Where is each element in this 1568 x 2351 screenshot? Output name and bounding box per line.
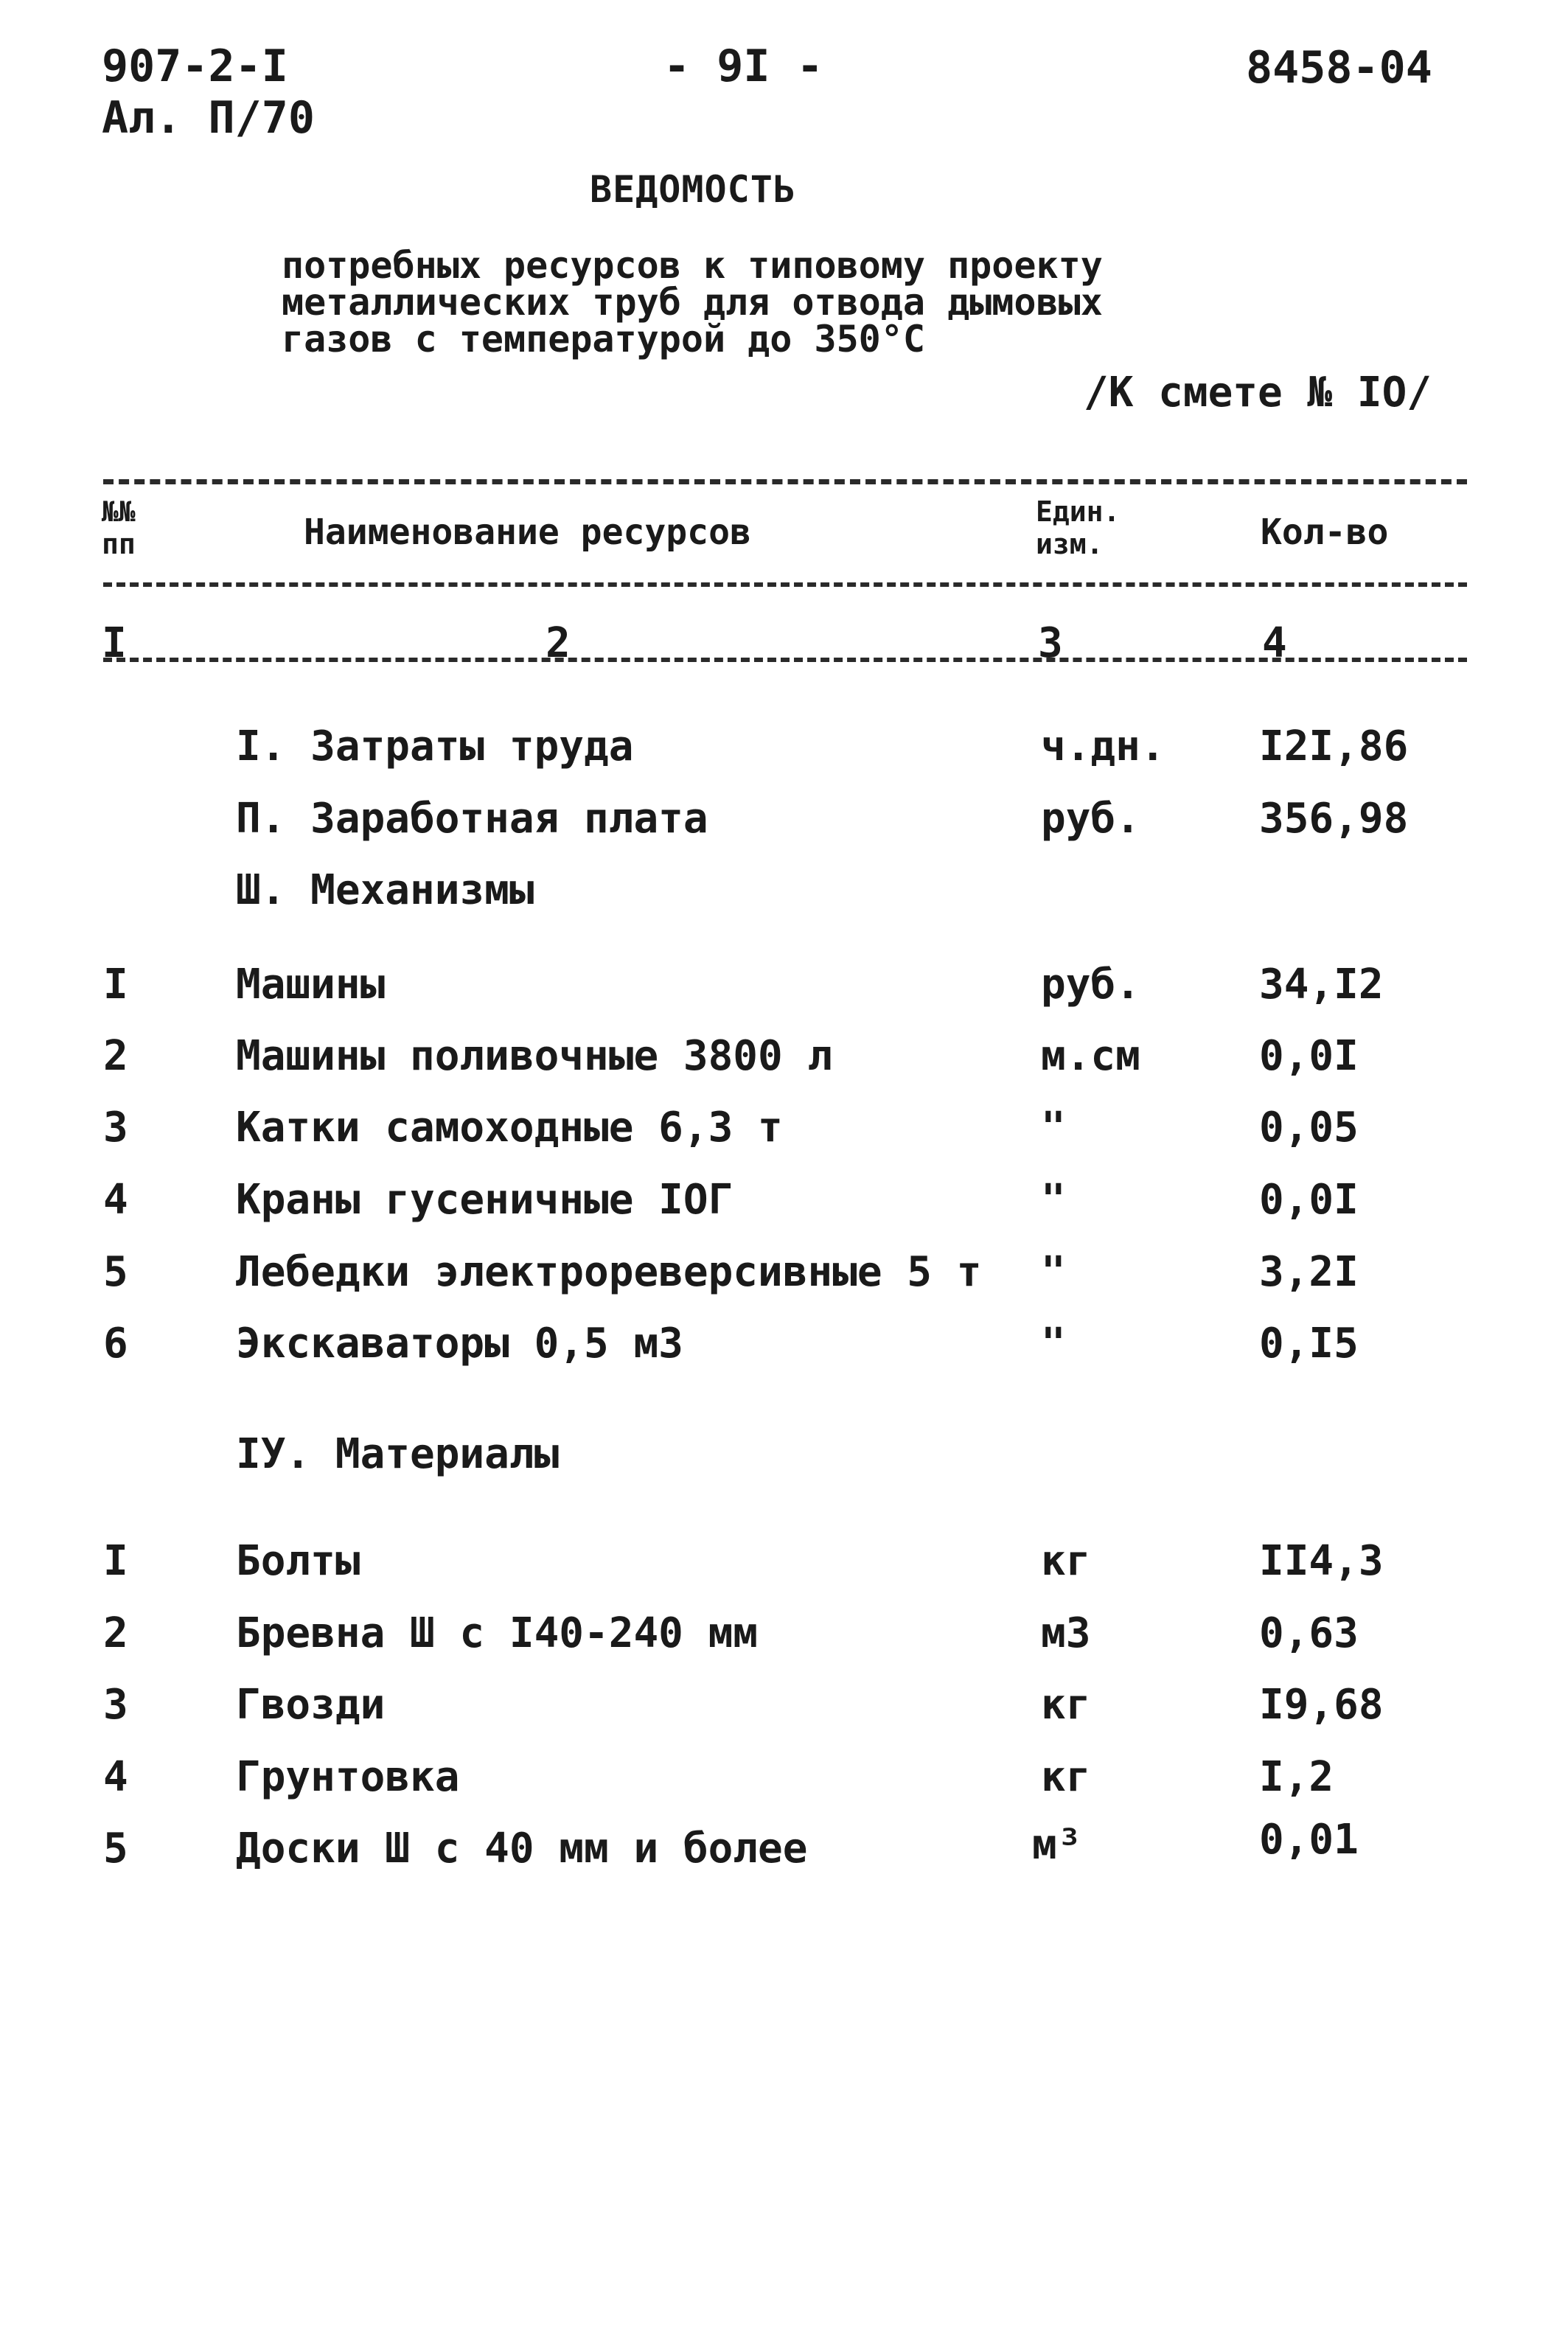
mechanism-unit: руб. [1041,961,1140,1009]
mechanism-name: Краны гусеничные IОГ [236,1176,734,1224]
col-head-name: Наименование ресурсов [304,512,751,553]
mechanism-num: 4 [103,1176,128,1224]
mechanism-name: Катки самоходные 6,3 т [236,1104,783,1152]
col-number-4: 4 [1262,619,1287,667]
subtitle-line-3: газов с температурой до 350°С [282,318,925,361]
estimate-reference: /К смете № IO/ [1084,369,1432,417]
mechanism-unit: " [1041,1248,1066,1296]
col-number-2: 2 [546,619,571,667]
col-head-num-2: пп [102,528,136,560]
material-num: 2 [103,1609,128,1657]
material-num: 3 [103,1681,128,1729]
mechanism-num: 6 [103,1320,128,1368]
material-qty: I9,68 [1259,1681,1384,1729]
mechanism-qty: 3,2I [1259,1248,1359,1296]
material-unit: м3 [1041,1609,1091,1657]
col-number-3: 3 [1038,619,1063,667]
section-wages-unit: руб. [1041,795,1140,843]
mechanism-unit: " [1041,1104,1066,1152]
material-unit: кг [1041,1537,1091,1585]
material-name: Бревна Ш с I40-240 мм [236,1609,759,1657]
document-title: ВЕДОМОСТЬ [590,168,796,211]
col-number-rule [103,658,1467,662]
mechanism-num: 3 [103,1104,128,1152]
col-head-qty: Кол-во [1261,512,1389,553]
album-number: Ал. П/70 [102,92,315,144]
material-num: I [103,1537,128,1585]
mechanism-qty: 0,0I [1259,1176,1359,1224]
mechanism-num: 5 [103,1248,128,1296]
section-wages-title: П. Заработная плата [236,795,708,843]
material-name: Болты [236,1537,360,1585]
material-name: Грунтовка [236,1753,460,1801]
material-name: Доски Ш с 40 мм и более [236,1825,808,1873]
table-top-rule [103,479,1467,484]
material-unit: м³ [1032,1821,1082,1869]
subtitle-line-1: потребных ресурсов к типовому проекту [282,244,1103,287]
mechanism-qty: 0,I5 [1259,1320,1359,1368]
section-materials-title: IУ. Материалы [236,1430,560,1478]
material-qty: II4,3 [1259,1537,1384,1585]
col-head-num-1: №№ [102,495,136,528]
mechanism-unit: м.см [1041,1032,1140,1080]
section-labor-qty: I2I,86 [1259,722,1409,770]
mechanism-name: Лебедки электрореверсивные 5 т [236,1248,982,1296]
col-head-unit-1: Един. [1036,495,1121,528]
subtitle-line-2: металлических труб для отвода дымовых [282,281,1103,324]
mechanism-unit: " [1041,1176,1066,1224]
mechanism-name: Машины поливочные 3800 л [236,1032,833,1080]
mechanism-name: Машины [236,961,386,1009]
section-wages-qty: 356,98 [1259,795,1409,843]
section-mechanisms-title: Ш. Механизмы [236,866,534,914]
mechanism-name: Экскаваторы 0,5 м3 [236,1320,683,1368]
material-num: 4 [103,1753,128,1801]
document-code: 907-2-I [102,41,288,92]
section-labor-unit: ч.дн. [1041,722,1165,770]
material-unit: кг [1041,1681,1091,1729]
material-num: 5 [103,1825,128,1873]
page-number: - 9I - [663,41,823,92]
col-head-unit-2: изм. [1036,528,1104,560]
material-unit: кг [1041,1753,1091,1801]
section-labor-title: I. Затраты труда [236,722,634,770]
mechanism-qty: 34,I2 [1259,961,1384,1009]
mechanism-qty: 0,0I [1259,1032,1359,1080]
mechanism-qty: 0,05 [1259,1104,1359,1152]
material-name: Гвозди [236,1681,386,1729]
material-qty: 0,63 [1259,1609,1359,1657]
material-qty: I,2 [1259,1753,1334,1801]
document-number: 8458-04 [1246,42,1432,94]
col-number-1: I [102,619,127,667]
table-header-rule [103,582,1467,587]
mechanism-unit: " [1041,1320,1066,1368]
mechanism-num: 2 [103,1032,128,1080]
mechanism-num: I [103,961,128,1009]
material-qty: 0,01 [1259,1816,1359,1864]
